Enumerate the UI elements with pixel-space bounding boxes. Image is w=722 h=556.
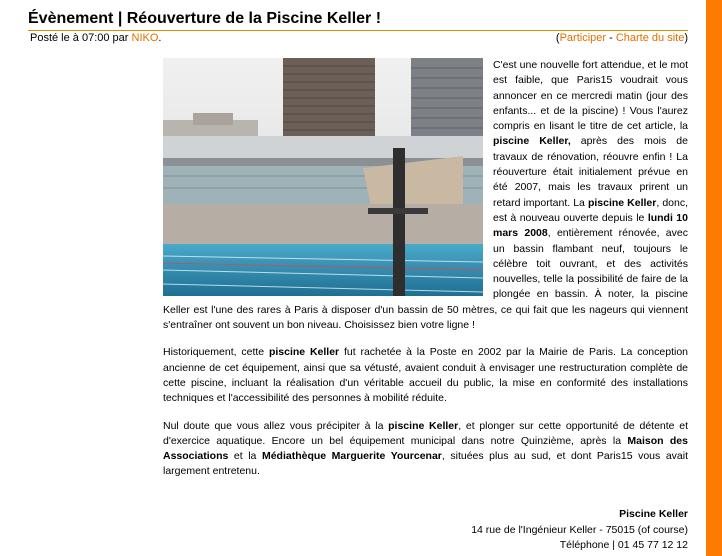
intro-text-4: , entièrement rénovée, avec un bassin flambant neuf, toujours le célèbre toit ouvrant, et des activités nouvelles, telle la possibilité de faire de la plongée en bassin. À noter, la piscine Keller est l'une des rares à Paris à disposer d'un bassin de 50 mètres, ce qui fait que les nageurs qui viennent s'entraîner ont souvent un bon niveau. Choisissez bien votre ligne ! — [163, 227, 688, 332]
venue-phone: Téléphone | 01 45 77 12 12 — [559, 539, 688, 551]
posted-text: Posté le à 07:00 par — [30, 32, 132, 44]
intro-text-2: après des mois de travaux de rénovation, réouvre enfin ! La réouverture était initialement prévue en été 2007, mais les travaux prirent un retard important. La — [493, 135, 688, 209]
post-meta — [30, 32, 161, 44]
paragraph-intro — [163, 58, 688, 333]
conclusion-text-1: Nul doute que vous allez vous précipiter à la — [163, 419, 389, 432]
conclusion-bold-keller: piscine Keller — [388, 419, 459, 432]
links-close-paren: ) — [684, 32, 688, 44]
article-photo — [163, 58, 483, 296]
links-open-paren: ( — [555, 32, 560, 44]
venue-name: Piscine Keller — [619, 508, 688, 520]
intro-text-1: C'est une nouvelle fort attendue, et le mot est faible, que Paris15 voudrait vous annoncer en ce mercredi matin (jour des enfants... et de la piscine) ! Vous l'aurez compris en lisant le titre de cet article, la — [493, 59, 688, 133]
links-separator: - — [606, 32, 616, 44]
venue-info — [471, 507, 688, 554]
title-divider — [28, 30, 688, 31]
conclusion-bold-mediatheque: Médiathèque Marguerite Yourcenar — [261, 450, 442, 463]
participate-link[interactable]: Participer — [559, 32, 607, 44]
paragraph-conclusion — [163, 419, 688, 480]
intro-text-3: , donc, est à nouveau ouverte depuis le — [493, 196, 689, 224]
article-body — [163, 58, 688, 480]
paragraph-history — [163, 345, 688, 406]
intro-bold-keller-1: piscine Keller, — [493, 135, 571, 148]
history-bold-keller: piscine Keller — [268, 346, 340, 359]
site-charter-link[interactable]: Charte du site — [615, 32, 685, 44]
history-text-1: Historiquement, cette — [163, 346, 269, 359]
history-text-2: fut rachetée à la Poste en 2002 par la Mairie de Paris. La conception ancienne de cet équipement, ainsi que sa vétusté, avaient conduit à envisager une restructuration complète de cette piscine, incluant la réalisation d'un véritable accueil du public, la mise en conformité des installations techniques et l'accessibilité des personnes à mobilité réduite. — [163, 346, 689, 405]
conclusion-text-4: , situées plus au sud, et dont Paris15 vous avait largement entretenu. — [163, 450, 688, 478]
intro-bold-keller-2: piscine Keller — [587, 196, 657, 209]
article-title: Évènement | Réouverture de la Piscine Keller ! — [28, 10, 382, 27]
venue-address: 14 rue de l'Ingénieur Keller - 75015 (of course) — [471, 523, 688, 536]
conclusion-text-3: et la — [228, 450, 262, 463]
post-links — [556, 32, 688, 44]
intro-bold-date: lundi 10 mars 2008 — [493, 211, 688, 240]
conclusion-bold-maison: Maison des Associations — [163, 434, 688, 463]
author-link[interactable]: NIKO — [131, 32, 159, 44]
conclusion-text-2: , et plonger sur cette opportunité de détente et d'exercice aquatique. Encore un bel équipement municipal dans notre Quinzième, après la — [163, 419, 688, 447]
posted-suffix: . — [158, 32, 162, 44]
right-accent-bar — [706, 0, 722, 556]
